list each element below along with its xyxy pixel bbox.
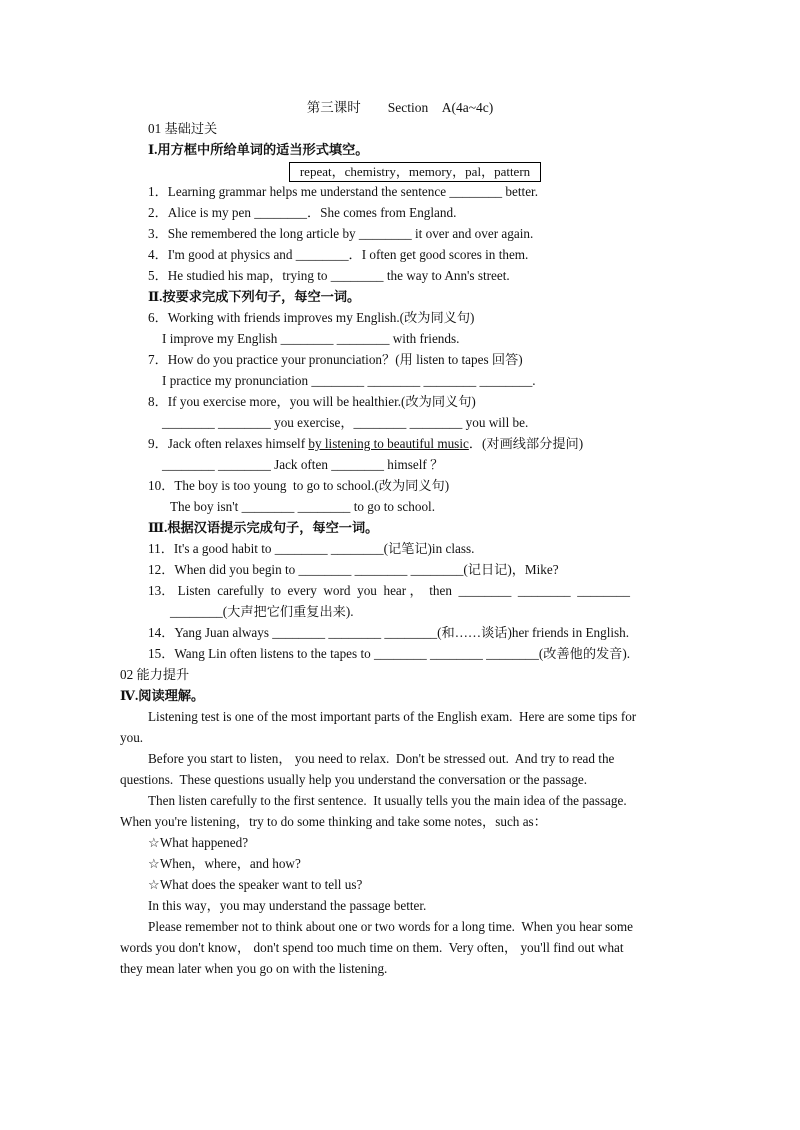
question-8: 8．If you exercise more，you will be healthier.(改为同义句) bbox=[148, 394, 476, 409]
question-11: 11．It's a good habit to ________ ________(记笔记)in class. bbox=[148, 541, 475, 556]
section2-title: Ⅱ.按要求完成下列句子，每空一词。 bbox=[148, 289, 361, 304]
question-13: 13． Listen carefully to every word you hear ， then ________ ________ ________ bbox=[148, 583, 630, 598]
question-9-underlined-phrase: by listening to beautiful music bbox=[308, 436, 469, 451]
question-10: 10．The boy is too young to go to school.(改为同义句) bbox=[148, 478, 450, 493]
word-box: repeat，chemistry，memory，pal，pattern bbox=[289, 162, 541, 182]
question-9 bbox=[148, 436, 583, 452]
question-7: 7．How do you practice your pronunciation？(用 listen to tapes 回答) bbox=[148, 352, 523, 367]
question-9-text: 9．Jack often relaxes himself bbox=[148, 436, 309, 451]
question-6: 6．Working with friends improves my English.(改为同义句) bbox=[148, 310, 475, 325]
passage-para3-line2: When you're listening，try to do some thinking and take some notes，such as： bbox=[120, 814, 547, 829]
question-4: 4．I'm good at physics and ________．I often get good scores in them. bbox=[148, 247, 529, 262]
passage-para3-line1: Then listen carefully to the first sentence. It usually tells you the main idea of the passage. bbox=[148, 793, 627, 808]
question-6-answer-line: I improve my English ________ ________ with friends. bbox=[162, 331, 460, 346]
passage-para5-line1: Please remember not to think about one or two words for a long time. When you hear some bbox=[148, 919, 634, 934]
question-8-answer-line: ________ ________ you exercise，________ ________ you will be. bbox=[162, 415, 529, 430]
question-7-answer-line: I practice my pronunciation ________ ________ ________ ________. bbox=[162, 373, 536, 388]
passage-tip-3: ☆What does the speaker want to tell us? bbox=[148, 877, 363, 892]
passage-para1-line1: Listening test is one of the most important parts of the English exam. Here are some tips for bbox=[148, 709, 637, 724]
question-5: 5．He studied his map，trying to ________ the way to Ann's street. bbox=[148, 268, 510, 283]
question-15: 15．Wang Lin often listens to the tapes to ________ ________ ________(改善他的发音). bbox=[148, 646, 631, 661]
passage-para2-line1: Before you start to listen， you need to relax. Don't be stressed out. And try to read the bbox=[148, 751, 615, 766]
question-10-answer-line: The boy isn't ________ ________ to go to school. bbox=[170, 499, 436, 514]
question-9-instruction: ．(对画线部分提问) bbox=[468, 436, 584, 451]
passage-para5-line2: words you don't know， don't spend too much time on them. Very often， you'll find out what bbox=[120, 940, 624, 955]
part2-heading: 02 能力提升 bbox=[120, 667, 190, 682]
passage-para4: In this way，you may understand the passage better. bbox=[148, 898, 427, 913]
question-9-answer-line: ________ ________ Jack often ________ himself ？ bbox=[162, 457, 444, 472]
passage-tip-1: ☆What happened? bbox=[148, 835, 249, 850]
part1-heading: 01 基础过关 bbox=[148, 121, 218, 136]
passage-para2-line2: questions. These questions usually help you understand the conversation or the passage. bbox=[120, 772, 588, 787]
section3-title: Ⅲ.根据汉语提示完成句子，每空一词。 bbox=[148, 520, 379, 535]
page-title: 第三课时 Section A(4a~4c) bbox=[306, 100, 494, 115]
question-2: 2．Alice is my pen ________．She comes from England. bbox=[148, 205, 457, 220]
passage-para1-line2: you. bbox=[120, 730, 144, 745]
question-13-continuation: ________(大声把它们重复出来). bbox=[170, 604, 354, 619]
question-1: 1．Learning grammar helps me understand the sentence ________ better. bbox=[148, 184, 539, 199]
question-12: 12．When did you begin to ________ ________ ________(记日记)，Mike? bbox=[148, 562, 559, 577]
question-3: 3．She remembered the long article by ________ it over and over again. bbox=[148, 226, 534, 241]
passage-para5-line3: they mean later when you go on with the listening. bbox=[120, 961, 388, 976]
section1-title: Ⅰ.用方框中所给单词的适当形式填空。 bbox=[148, 142, 369, 157]
question-14: 14．Yang Juan always ________ ________ ________(和……谈话)her friends in English. bbox=[148, 625, 630, 640]
passage-tip-2: ☆When，where，and how? bbox=[148, 856, 301, 871]
section4-title: Ⅳ.阅读理解。 bbox=[120, 688, 205, 703]
